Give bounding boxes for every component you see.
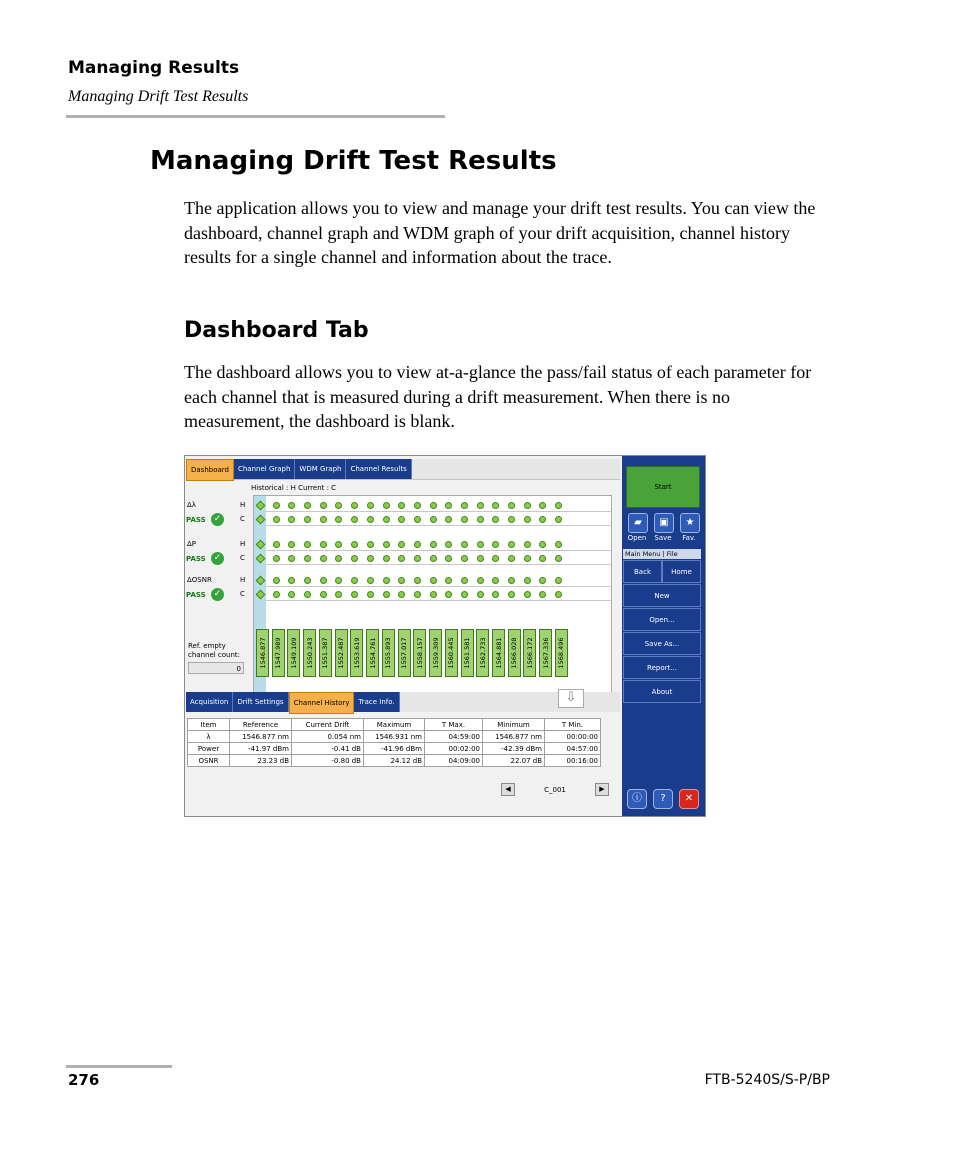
- bottom-tabs: [186, 692, 400, 712]
- status-indicator: [492, 591, 499, 598]
- status-indicator: [508, 555, 515, 562]
- status-indicator: [477, 577, 484, 584]
- open-button[interactable]: Open...: [623, 608, 701, 631]
- status-indicator: [256, 539, 266, 549]
- next-channel-button[interactable]: ▶: [595, 783, 609, 796]
- status-indicator: [430, 555, 437, 562]
- report-button[interactable]: Report...: [623, 656, 701, 679]
- channel-label: C_001: [544, 785, 566, 794]
- check-icon: ✓: [211, 552, 224, 565]
- status-indicator: [367, 555, 374, 562]
- status-indicator: [555, 516, 562, 523]
- home-button[interactable]: Home: [662, 560, 701, 583]
- status-indicator: [398, 577, 405, 584]
- status-indicator: [304, 516, 311, 523]
- frequency-label: 1546.877: [258, 637, 267, 669]
- status-indicator: [367, 591, 374, 598]
- status-indicator: [539, 591, 546, 598]
- status-indicator: [304, 502, 311, 509]
- channel-frequency[interactable]: [272, 629, 285, 677]
- table-cell: -41.96 dBm: [364, 743, 425, 755]
- dashboard-screenshot: [184, 455, 706, 817]
- tab-dashboard[interactable]: Dashboard: [186, 459, 234, 481]
- status-indicator: [414, 577, 421, 584]
- status-indicator: [539, 541, 546, 548]
- status-indicator: [256, 575, 266, 585]
- header-rule: [66, 115, 445, 118]
- status-indicator: [256, 589, 266, 599]
- status-indicator: [492, 541, 499, 548]
- status-indicator: [320, 555, 327, 562]
- channel-status-grid: [253, 495, 612, 693]
- column-header: Item: [188, 719, 230, 731]
- status-indicator: [367, 541, 374, 548]
- status-indicator: [524, 591, 531, 598]
- product-model: FTB-5240S/S-P/BP: [704, 1072, 830, 1088]
- frequency-label: 1555.893: [384, 637, 393, 669]
- channel-frequency[interactable]: [476, 629, 489, 677]
- about-button[interactable]: About: [623, 680, 701, 703]
- intro-paragraph: The application allows you to view and manage your drift test results. You can view the dashboard, channel graph and WDM graph of your drift acquisition, channel history results for a single channel and information about the trace.: [184, 198, 816, 267]
- new-button[interactable]: New: [623, 584, 701, 607]
- param-label: ΔOSNR: [187, 576, 212, 584]
- table-cell: 22.07 dB: [483, 755, 545, 767]
- frequency-label: 1553.619: [352, 637, 361, 669]
- status-indicator: [539, 516, 546, 523]
- frequency-label: 1560.445: [447, 637, 456, 669]
- channel-frequency[interactable]: [445, 629, 458, 677]
- main-menu-header: Main Menu | File: [623, 549, 701, 559]
- page-number: 276: [68, 1071, 100, 1089]
- table-cell: 04:09:00: [425, 755, 483, 767]
- status-indicator: [351, 555, 358, 562]
- channel-navigator: [501, 783, 609, 796]
- status-indicator: [477, 555, 484, 562]
- status-indicator: [304, 555, 311, 562]
- channel-frequency[interactable]: [287, 629, 300, 677]
- table-cell: λ: [188, 731, 230, 743]
- channel-frequency[interactable]: [350, 629, 363, 677]
- status-indicator: [273, 591, 280, 598]
- row-separator: [266, 525, 611, 526]
- frequency-label: 1559.309: [431, 637, 440, 669]
- tab-trace-info[interactable]: Trace Info.: [354, 692, 399, 712]
- row-label: C: [240, 590, 245, 598]
- channel-frequency[interactable]: [366, 629, 379, 677]
- param-label: Δλ: [187, 501, 196, 509]
- status-indicator: [320, 577, 327, 584]
- table-cell: 24.12 dB: [364, 755, 425, 767]
- table-row: [188, 731, 601, 743]
- tab-channel-results[interactable]: Channel Results: [346, 459, 411, 479]
- page-title: Managing Drift Test Results: [150, 146, 557, 176]
- frequency-label: 1549.109: [289, 637, 298, 669]
- status-indicator: [335, 516, 342, 523]
- status-indicator: [367, 577, 374, 584]
- status-indicator: [414, 502, 421, 509]
- status-indicator: [492, 502, 499, 509]
- status-indicator: [414, 541, 421, 548]
- status-indicator: [398, 516, 405, 523]
- status-indicator: [430, 577, 437, 584]
- open-label: Open: [627, 534, 647, 542]
- status-row: [257, 587, 571, 601]
- channel-frequency[interactable]: [382, 629, 395, 677]
- status-row: [257, 551, 571, 565]
- table-cell: Power: [188, 743, 230, 755]
- channel-frequency[interactable]: [461, 629, 474, 677]
- channel-frequency[interactable]: [319, 629, 332, 677]
- fav-label: Fav.: [682, 534, 696, 542]
- table-row: [188, 755, 601, 767]
- table-cell: 1546.877 nm: [483, 731, 545, 743]
- status-indicator: [288, 516, 295, 523]
- status-indicator: [524, 541, 531, 548]
- status-indicator: [351, 577, 358, 584]
- frequency-label: 1564.881: [494, 637, 503, 669]
- status-indicator: [383, 577, 390, 584]
- table-cell: 00:00:00: [545, 731, 601, 743]
- status-indicator: [445, 516, 452, 523]
- status-indicator: [524, 555, 531, 562]
- frequency-label: 1547.989: [274, 637, 283, 669]
- status-indicator: [367, 502, 374, 509]
- status-indicator: [430, 591, 437, 598]
- previous-channel-button[interactable]: ◀: [501, 783, 515, 796]
- status-indicator: [335, 541, 342, 548]
- status-indicator: [383, 502, 390, 509]
- table-cell: -42.39 dBm: [483, 743, 545, 755]
- status-indicator: [508, 591, 515, 598]
- status-indicator: [320, 591, 327, 598]
- status-indicator: [477, 502, 484, 509]
- status-indicator: [351, 502, 358, 509]
- channel-frequency[interactable]: [429, 629, 442, 677]
- status-indicator: [445, 541, 452, 548]
- status-indicator: [555, 541, 562, 548]
- channel-frequency[interactable]: [256, 629, 269, 677]
- check-icon: ✓: [211, 588, 224, 601]
- status-indicator: [273, 541, 280, 548]
- status-indicator: [256, 553, 266, 563]
- status-indicator: [477, 591, 484, 598]
- status-indicator: [383, 555, 390, 562]
- channel-frequency[interactable]: [398, 629, 411, 677]
- frequency-label: 1550.243: [305, 637, 314, 669]
- status-indicator: [524, 577, 531, 584]
- save-label: Save: [654, 534, 672, 542]
- status-indicator: [524, 502, 531, 509]
- row-label: H: [240, 576, 246, 584]
- status-indicator: [477, 516, 484, 523]
- status-indicator: [555, 502, 562, 509]
- status-indicator: [430, 541, 437, 548]
- param-label: ΔP: [187, 540, 197, 548]
- status-indicator: [256, 500, 266, 510]
- status-indicator: [304, 541, 311, 548]
- frequency-label: 1567.336: [541, 637, 550, 669]
- column-header: Reference: [230, 719, 292, 731]
- frequency-label: 1557.017: [400, 637, 409, 669]
- side-menu: [622, 456, 705, 816]
- status-indicator: [539, 555, 546, 562]
- status-badge: PASS: [186, 555, 206, 563]
- row-separator: [266, 564, 611, 565]
- frequency-label: 1568.496: [557, 637, 566, 669]
- status-indicator: [383, 541, 390, 548]
- status-indicator: [508, 577, 515, 584]
- channel-history-table: [187, 718, 601, 767]
- status-indicator: [508, 502, 515, 509]
- start-button[interactable]: Start: [626, 466, 700, 508]
- status-indicator: [492, 516, 499, 523]
- table-cell: 1546.877 nm: [230, 731, 292, 743]
- row-separator: [266, 600, 611, 601]
- help-icon[interactable]: ?: [653, 789, 673, 809]
- check-icon: ✓: [211, 513, 224, 526]
- channel-frequency[interactable]: [492, 629, 505, 677]
- row-label: C: [240, 515, 245, 523]
- status-indicator: [351, 541, 358, 548]
- status-indicator: [461, 555, 468, 562]
- table-cell: 04:57:00: [545, 743, 601, 755]
- status-indicator: [430, 502, 437, 509]
- table-cell: 00:16:00: [545, 755, 601, 767]
- frequency-label: 1561.581: [463, 637, 472, 669]
- status-indicator: [335, 502, 342, 509]
- status-badge: PASS: [186, 516, 206, 524]
- frequency-label: 1562.733: [478, 637, 487, 669]
- running-header-section: Managing Results: [68, 58, 240, 78]
- status-indicator: [539, 502, 546, 509]
- status-indicator: [273, 555, 280, 562]
- status-indicator: [320, 541, 327, 548]
- save-as-button[interactable]: Save As...: [623, 632, 701, 655]
- status-indicator: [430, 516, 437, 523]
- channel-frequency[interactable]: [555, 629, 568, 677]
- frequency-label: 1558.157: [415, 637, 424, 669]
- status-indicator: [383, 516, 390, 523]
- table-cell: 00:02:00: [425, 743, 483, 755]
- status-indicator: [335, 577, 342, 584]
- frequency-label: 1566.028: [510, 637, 519, 669]
- status-row: [257, 573, 571, 587]
- status-indicator: [414, 555, 421, 562]
- channel-frequency[interactable]: [523, 629, 536, 677]
- channel-frequency[interactable]: [303, 629, 316, 677]
- legend: Historical : H Current : C: [251, 484, 337, 492]
- tab-acquisition[interactable]: Acquisition: [186, 692, 233, 712]
- table-row: [188, 743, 601, 755]
- status-indicator: [477, 541, 484, 548]
- status-indicator: [524, 516, 531, 523]
- channel-frequency[interactable]: [508, 629, 521, 677]
- status-indicator: [335, 591, 342, 598]
- status-indicator: [288, 541, 295, 548]
- channel-frequency[interactable]: [539, 629, 552, 677]
- column-header: T Max.: [425, 719, 483, 731]
- status-indicator: [351, 516, 358, 523]
- table-header-row: [188, 719, 601, 731]
- channel-frequency[interactable]: [335, 629, 348, 677]
- status-indicator: [367, 516, 374, 523]
- back-button[interactable]: Back: [623, 560, 662, 583]
- ref-empty-value[interactable]: 0: [188, 662, 244, 674]
- running-header-subsection: Managing Drift Test Results: [68, 88, 249, 105]
- frequency-label: 1551.387: [321, 637, 330, 669]
- status-row: [257, 512, 571, 526]
- status-indicator: [445, 577, 452, 584]
- table-cell: -0.80 dB: [292, 755, 364, 767]
- status-indicator: [492, 555, 499, 562]
- status-indicator: [461, 577, 468, 584]
- star-icon[interactable]: ★: [680, 513, 700, 533]
- column-header: Maximum: [364, 719, 425, 731]
- ref-empty-label: Ref. empty channel count:: [188, 642, 241, 659]
- status-indicator: [508, 541, 515, 548]
- status-indicator: [445, 502, 452, 509]
- table-cell: -0.41 dB: [292, 743, 364, 755]
- dashboard-panel: [185, 456, 622, 816]
- arrow-down-icon[interactable]: ⇩: [558, 689, 584, 708]
- status-indicator: [414, 591, 421, 598]
- table-cell: 04:59:00: [425, 731, 483, 743]
- status-indicator: [555, 591, 562, 598]
- status-indicator: [304, 577, 311, 584]
- status-indicator: [398, 591, 405, 598]
- main-tabs: [186, 459, 412, 479]
- status-indicator: [288, 502, 295, 509]
- status-indicator: [304, 591, 311, 598]
- status-indicator: [461, 516, 468, 523]
- table-cell: OSNR: [188, 755, 230, 767]
- status-indicator: [288, 591, 295, 598]
- row-label: H: [240, 501, 246, 509]
- status-indicator: [555, 555, 562, 562]
- status-row: [257, 537, 571, 551]
- close-icon[interactable]: ✕: [679, 789, 699, 809]
- status-indicator: [273, 502, 280, 509]
- status-indicator: [508, 516, 515, 523]
- column-header: T Min.: [545, 719, 601, 731]
- row-label: C: [240, 554, 245, 562]
- status-indicator: [445, 555, 452, 562]
- tab-drift-settings[interactable]: Drift Settings: [233, 692, 288, 712]
- frequency-label: 1554.761: [368, 637, 377, 669]
- channel-frequency[interactable]: [413, 629, 426, 677]
- status-indicator: [461, 541, 468, 548]
- column-header: Minimum: [483, 719, 545, 731]
- status-indicator: [492, 577, 499, 584]
- status-indicator: [461, 502, 468, 509]
- status-indicator: [445, 591, 452, 598]
- frequency-label: 1566.172: [525, 637, 534, 669]
- save-icon[interactable]: ▣: [654, 513, 674, 533]
- table-cell: 1546.931 nm: [364, 731, 425, 743]
- status-indicator: [398, 555, 405, 562]
- status-indicator: [383, 591, 390, 598]
- table-cell: 0.054 nm: [292, 731, 364, 743]
- status-indicator: [539, 577, 546, 584]
- status-row: [257, 498, 571, 512]
- status-indicator: [351, 591, 358, 598]
- status-indicator: [288, 555, 295, 562]
- status-indicator: [320, 502, 327, 509]
- table-cell: 23.23 dB: [230, 755, 292, 767]
- tab-wdm-graph[interactable]: WDM Graph: [295, 459, 346, 479]
- status-indicator: [273, 577, 280, 584]
- status-indicator: [288, 577, 295, 584]
- status-badge: PASS: [186, 591, 206, 599]
- row-label: H: [240, 540, 246, 548]
- status-indicator: [555, 577, 562, 584]
- table-cell: -41.97 dBm: [230, 743, 292, 755]
- status-indicator: [398, 541, 405, 548]
- info-icon[interactable]: ⓘ: [627, 789, 647, 809]
- tab-channel-graph[interactable]: Channel Graph: [234, 459, 295, 479]
- status-indicator: [461, 591, 468, 598]
- frequency-label: 1552.487: [337, 637, 346, 669]
- channel-frequencies: [256, 629, 571, 677]
- status-indicator: [273, 516, 280, 523]
- status-indicator: [398, 502, 405, 509]
- section-paragraph: The dashboard allows you to view at-a-glance the pass/fail status of each parameter for each channel that is measured during a drift measurement. When there is no measurement, the dashboard is blank.: [184, 362, 812, 431]
- status-indicator: [256, 514, 266, 524]
- footer-rule: [66, 1065, 172, 1068]
- status-indicator: [335, 555, 342, 562]
- column-header: Current Drift: [292, 719, 364, 731]
- open-folder-icon[interactable]: ▰: [628, 513, 648, 533]
- tab-channel-history[interactable]: Channel History: [289, 692, 355, 714]
- status-indicator: [414, 516, 421, 523]
- section-heading: Dashboard Tab: [184, 318, 369, 343]
- status-indicator: [320, 516, 327, 523]
